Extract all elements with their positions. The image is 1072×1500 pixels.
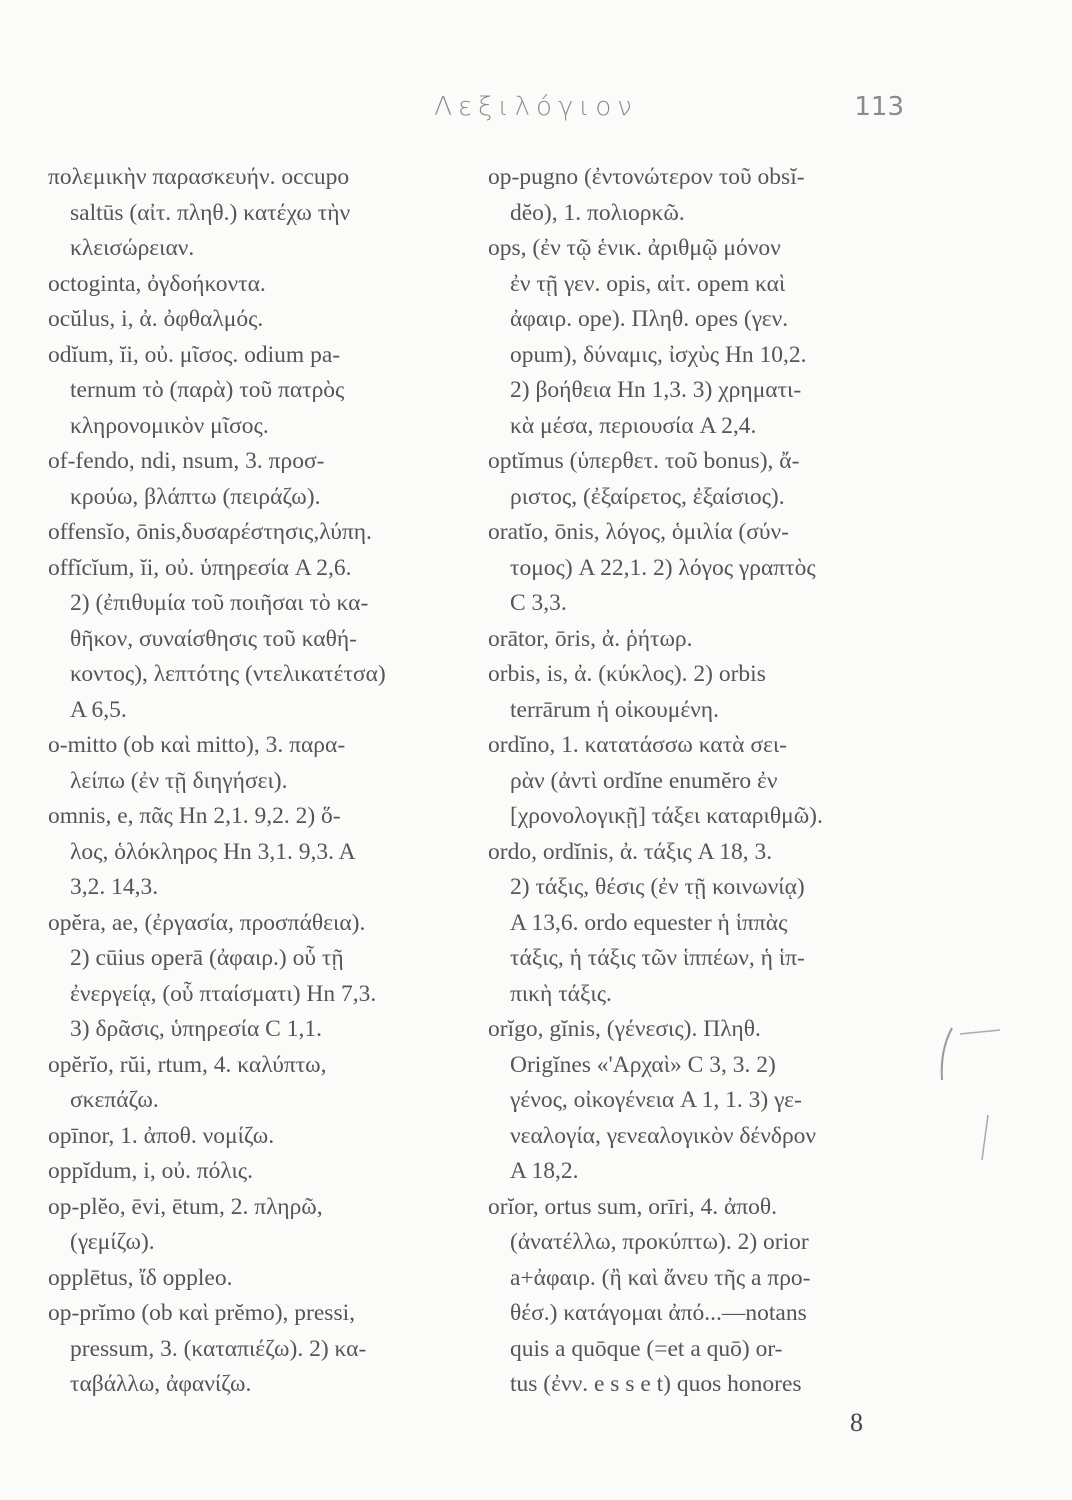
entry-line: opum), δύναμις, ἰσχὺς Hn 10,2. bbox=[510, 341, 807, 368]
entry-line: op-pugno (ἐντονώτερον τοῦ obsĭ- bbox=[488, 164, 805, 190]
entry-line: orĭgo, gĭnis, (γένεσις). Πληθ. bbox=[488, 1016, 761, 1042]
entry-line: octoginta, ὀγδοήκοντα. bbox=[48, 270, 266, 297]
entry-line: 2) τάξις, θέσις (ἐν τῇ κοινωνίᾳ) bbox=[510, 874, 805, 900]
right-column bbox=[488, 160, 900, 1403]
running-title: Λεξιλόγιον bbox=[434, 92, 638, 122]
entry-line: optĭmus (ὑπερθετ. τοῦ bonus), ἄ- bbox=[488, 448, 800, 474]
entry-line: (ἀνατέλλω, προκύπτω). 2) orior bbox=[510, 1229, 809, 1255]
entry-line: tus (ἐνν. e s s e t) quos honores bbox=[510, 1371, 802, 1397]
entry-line: νεαλογία, γενεαλογικὸν δένδρον bbox=[510, 1122, 817, 1149]
entry-line: τομος) A 22,1. 2) λόγος γραπτὸς bbox=[510, 554, 816, 581]
entry-line: γένος, οἰκογένεια A 1, 1. 3) γε- bbox=[510, 1087, 802, 1113]
page-number: 113 bbox=[854, 92, 904, 122]
entry-line: λος, ὁλόκληρος Hn 3,1. 9,3. A bbox=[70, 838, 356, 865]
entry-line: odĭum, ĭi, οὐ. μῖσος. odium pa- bbox=[48, 341, 341, 368]
entry-line: pressum, 3. (καταπιέζω). 2) κα- bbox=[70, 1335, 367, 1362]
entry-line: orĭor, ortus sum, orīri, 4. ἀποθ. bbox=[488, 1193, 778, 1220]
entry-line: 2) βοήθεια Hn 1,3. 3) χρηματι- bbox=[510, 377, 802, 403]
entry-line: κὰ μέσα, περιουσία A 2,4. bbox=[510, 412, 757, 439]
entry-line: ocŭlus, i, ἀ. ὀφθαλμός. bbox=[48, 306, 264, 332]
entry-line: ordo, ordĭnis, ἀ. τάξις A 18, 3. bbox=[488, 838, 773, 865]
signature-mark: 8 bbox=[850, 1408, 863, 1437]
entry-line: opīnor, 1. ἀποθ. νομίζω. bbox=[48, 1122, 275, 1149]
left-column bbox=[48, 160, 460, 1403]
entry-line: A 13,6. ordo equester ἡ ἱππὰς bbox=[510, 909, 788, 936]
entry-line: 2) cūius operā (ἀφαιρ.) οὗ τῇ bbox=[70, 945, 344, 971]
entry-line: opplētus, ἴδ oppleo. bbox=[48, 1264, 233, 1291]
entry-line: terrārum ἡ οἰκουμένη. bbox=[510, 696, 719, 723]
entry-line: op-plĕo, ēvi, ētum, 2. πληρῶ, bbox=[48, 1193, 323, 1220]
entry-line: A 18,2. bbox=[510, 1158, 579, 1184]
entry-line: Origĭnes «'Αρχαὶ» C 3, 3. 2) bbox=[510, 1051, 776, 1078]
entry-line: πολεμικὴν παρασκευήν. occupo bbox=[48, 164, 350, 190]
entry-line: ternum τὸ (παρὰ) τοῦ πατρὸς bbox=[70, 377, 345, 403]
entry-line: πικὴ τάξις. bbox=[510, 980, 612, 1007]
entry-line: opĕra, ae, (ἐργασία, προσπάθεια). bbox=[48, 909, 366, 936]
entry-line: [χρονολογικῇ] τάξει καταριθμῶ). bbox=[510, 803, 823, 829]
entry-line: C 3,3. bbox=[510, 590, 567, 616]
entry-line: oratĭo, ōnis, λόγος, ὁμιλία (σύν- bbox=[488, 519, 789, 545]
margin-pencil-mark bbox=[930, 1020, 1020, 1170]
entry-line: offĭcĭum, ĭi, οὐ. ὑπηρεσία A 2,6. bbox=[48, 554, 352, 581]
entry-line: ταβάλλω, ἀφανίζω. bbox=[70, 1371, 252, 1397]
entry-line: a+ἀφαιρ. (ἢ καὶ ἄνευ τῆς a προ- bbox=[510, 1264, 811, 1291]
entry-line: κρούω, βλάπτω (πειράζω). bbox=[70, 483, 321, 510]
entry-line: τάξις, ἡ τάξις τῶν ἱππέων, ἡ ἱπ- bbox=[510, 945, 805, 971]
entry-line: (γεμίζω). bbox=[70, 1229, 155, 1255]
entry-line: o-mitto (ob καὶ mitto), 3. παρα- bbox=[48, 732, 346, 758]
entry-line: κληρονομικὸν μῖσος. bbox=[70, 412, 269, 439]
entry-line: σκεπάζω. bbox=[70, 1087, 159, 1113]
entry-line: dĕo), 1. πολιορκῶ. bbox=[510, 199, 685, 226]
entry-line: op-prĭmo (ob καὶ prĕmo), pressi, bbox=[48, 1300, 355, 1326]
entry-line: offensĭo, ōnis,δυσαρέστησις,λύπη. bbox=[48, 519, 372, 545]
entry-line: κοντος), λεπτότης (ντελικατέτσα) bbox=[70, 661, 386, 687]
entry-line: κλεισώρειαν. bbox=[70, 235, 195, 261]
entry-line: ordĭno, 1. κατατάσσω κατὰ σει- bbox=[488, 732, 788, 758]
entry-line: 3,2. 14,3. bbox=[70, 874, 159, 900]
entry-line: saltūs (αἰτ. πληθ.) κατέχω τὴν bbox=[70, 199, 351, 226]
entry-line: ἐνεργείᾳ, (οὗ πταίσματι) Hn 7,3. bbox=[70, 980, 377, 1007]
entry-line: oppĭdum, i, οὐ. πόλις. bbox=[48, 1158, 253, 1184]
entry-line: omnis, e, πᾶς Hn 2,1. 9,2. 2) ὅ- bbox=[48, 803, 341, 829]
entry-line: orbis, is, ἀ. (κύκλος). 2) orbis bbox=[488, 661, 766, 687]
entry-line: quis a quōque (=et a quō) or- bbox=[510, 1335, 783, 1362]
entry-line: ρὰν (ἀντὶ ordĭne enumĕro ἐν bbox=[510, 767, 778, 794]
entry-line: 3) δρᾶσις, ὑπηρεσία C 1,1. bbox=[70, 1016, 322, 1042]
entry-line: θέσ.) κατάγομαι ἀπό...—notans bbox=[510, 1300, 807, 1326]
entry-line: ἀφαιρ. ope). Πληθ. opes (γεν. bbox=[510, 306, 789, 332]
entry-line: λείπω (ἐν τῇ διηγήσει). bbox=[70, 767, 288, 794]
entry-line: opĕrĭo, rŭi, rtum, 4. καλύπτω, bbox=[48, 1051, 327, 1078]
entry-line: A 6,5. bbox=[70, 696, 127, 723]
entry-line: of-fendo, ndi, nsum, 3. προσ- bbox=[48, 448, 325, 474]
entry-line: θῆκον, συναίσθησις τοῦ καθή- bbox=[70, 625, 357, 652]
entry-line: orātor, ōris, ἀ. ῥήτωρ. bbox=[488, 625, 693, 652]
entry-line: ριστος, (ἐξαίρετος, ἐξαίσιος). bbox=[510, 483, 785, 510]
entry-line: ops, (ἐν τῷ ἑνικ. ἀριθμῷ μόνον bbox=[488, 235, 781, 261]
entry-line: ἐν τῇ γεν. opis, αἰτ. opem καὶ bbox=[510, 270, 786, 297]
entry-line: 2) (ἐπιθυμία τοῦ ποιῆσαι τὸ κα- bbox=[70, 590, 369, 616]
